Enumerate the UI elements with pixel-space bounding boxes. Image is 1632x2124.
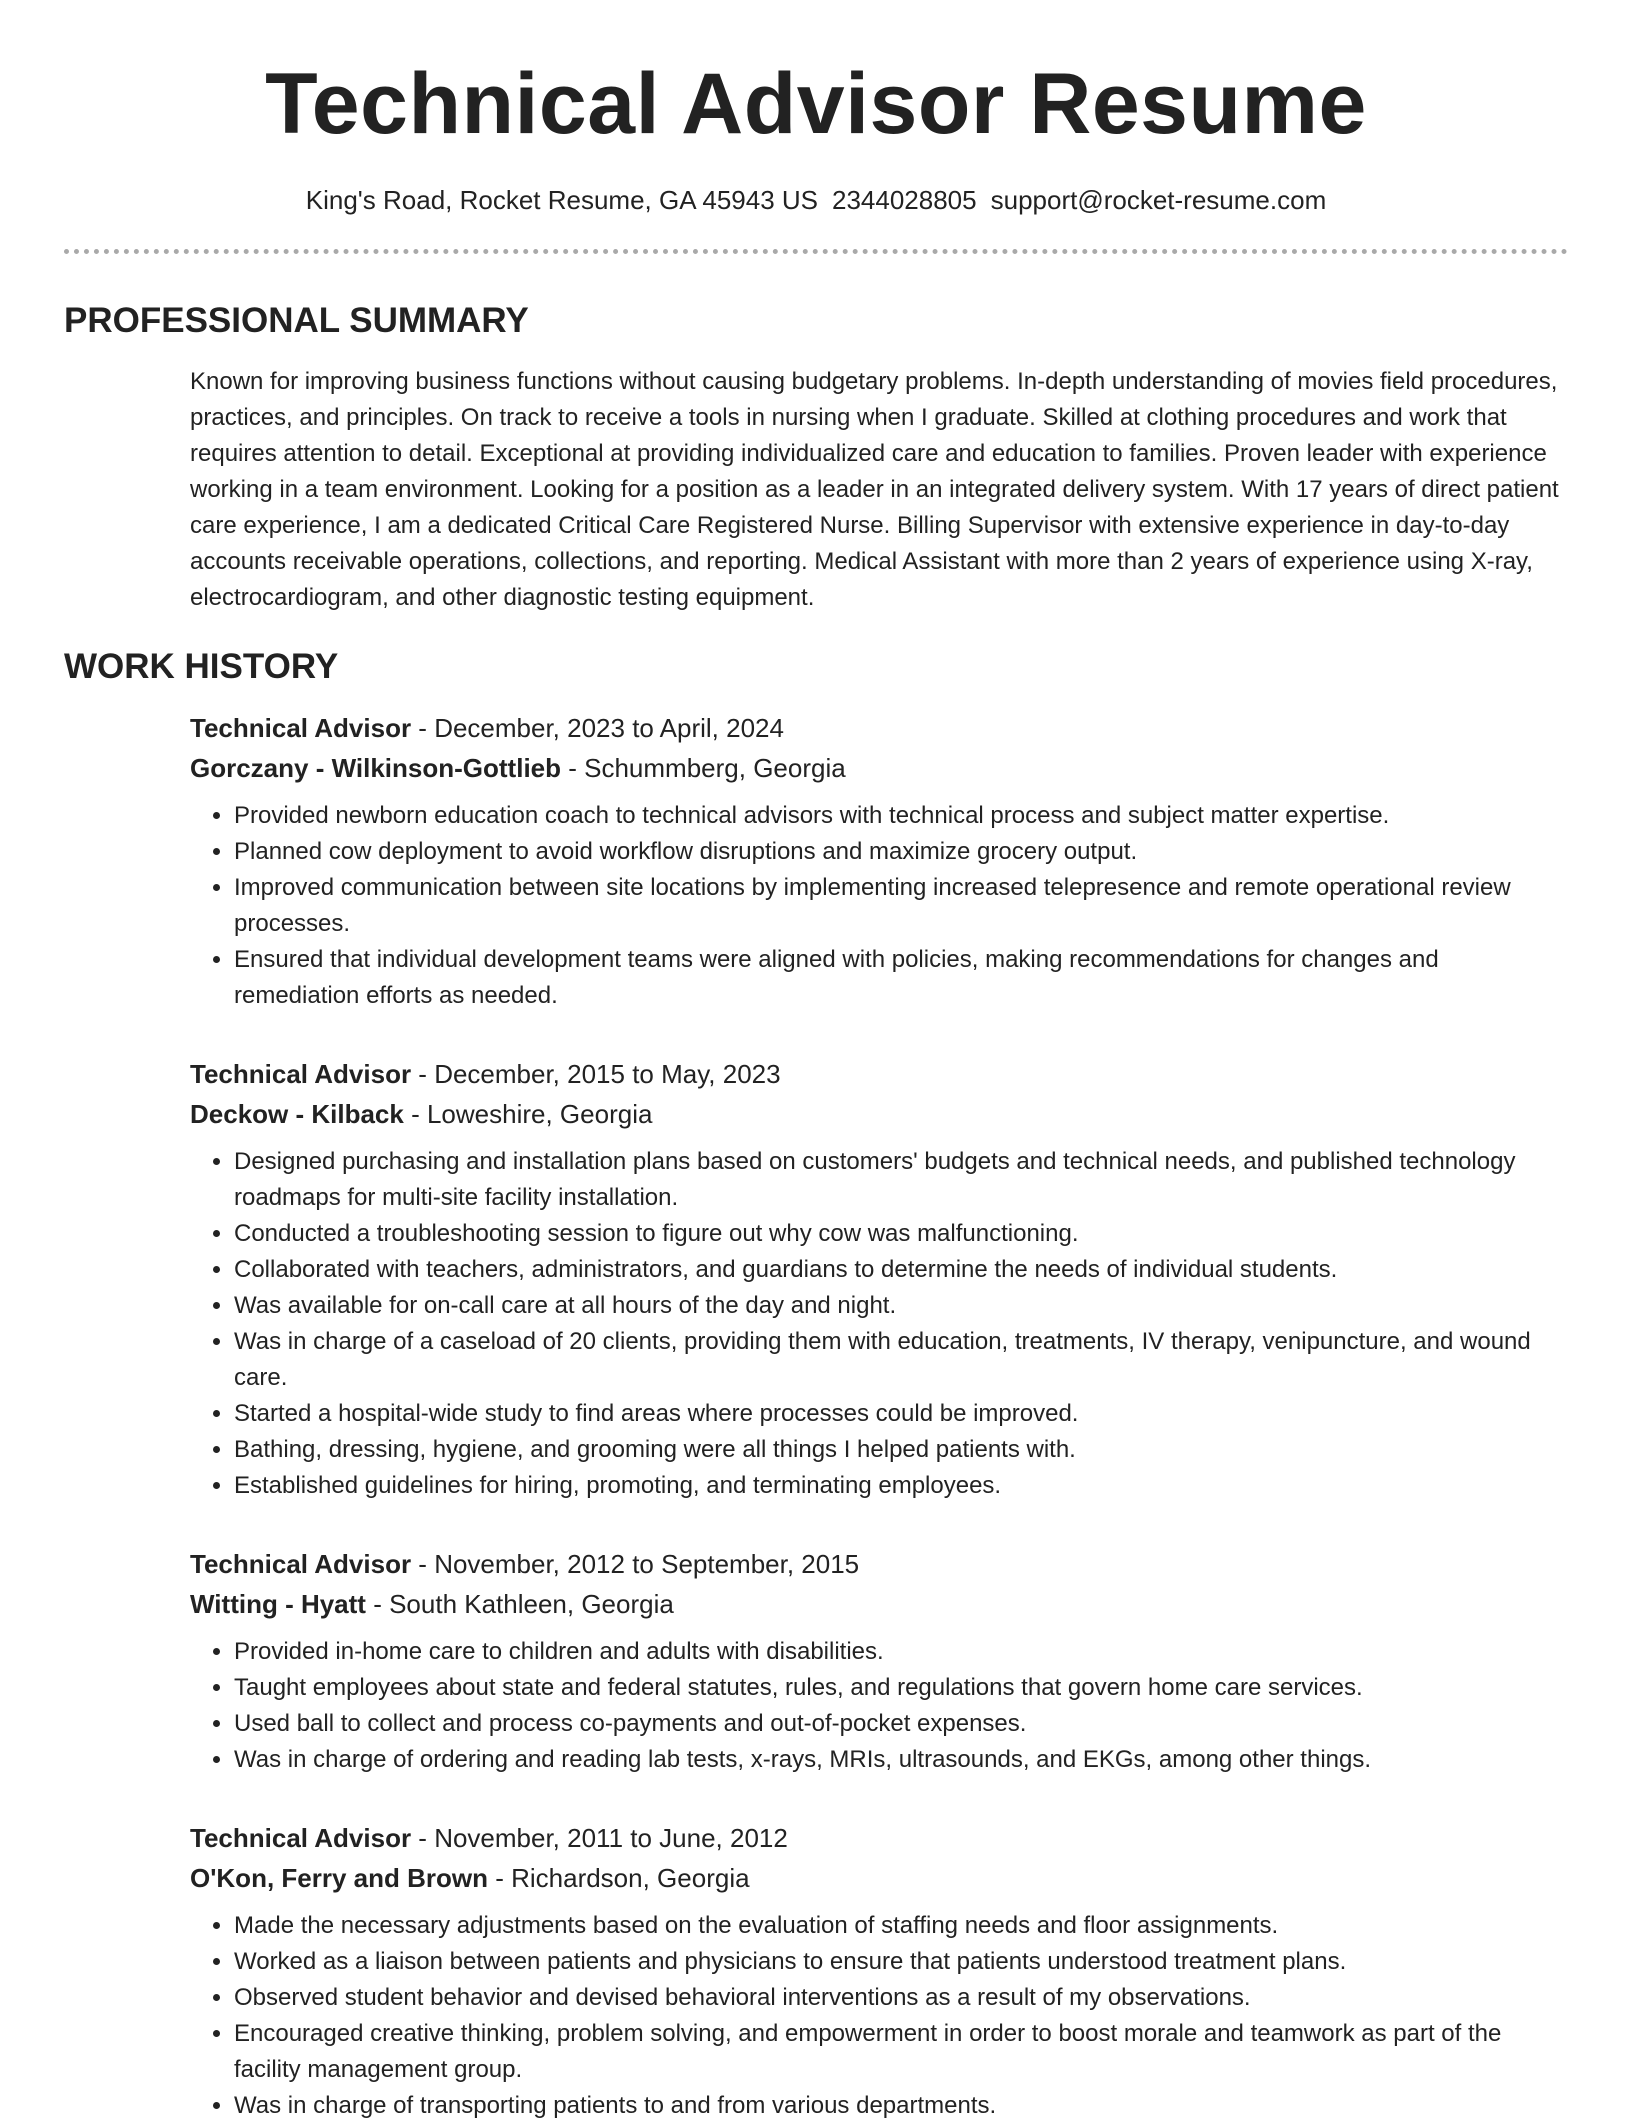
bullet-item: • Improved communication between site locations by implementing increased telepresence and remote operational review processes. — [234, 870, 1568, 942]
job-company-line — [190, 1584, 1568, 1624]
summary-heading: PROFESSIONAL SUMMARY — [64, 301, 529, 340]
job-role: Technical Advisor — [190, 1059, 412, 1089]
contact-email: support@rocket-resume.com — [990, 185, 1327, 215]
job-title-line — [190, 1544, 1568, 1584]
job-dates: November, 2011 to June, 2012 — [434, 1823, 788, 1853]
bullet-item: • Planned cow deployment to avoid workflow disruptions and maximize grocery output. — [234, 834, 1568, 870]
bullet-item: • Established guidelines for hiring, promoting, and terminating employees. — [234, 1468, 1568, 1504]
contact-phone: 2344028805 — [832, 185, 977, 215]
bullet-item: • Designed purchasing and installation plans based on customers' budgets and technical needs, and published technology roadmaps for multi-site facility installation. — [234, 1144, 1568, 1216]
separator: - — [411, 1059, 435, 1089]
separator: - — [411, 1549, 435, 1579]
job-dates: December, 2023 to April, 2024 — [434, 713, 784, 743]
job-list — [190, 708, 1568, 2124]
job-location: Richardson, Georgia — [511, 1863, 750, 1893]
separator: - — [487, 1863, 512, 1893]
bullet-item: • Bathing, dressing, hygiene, and grooming were all things I helped patients with. — [234, 1432, 1568, 1468]
job-bullets — [190, 1908, 1568, 2124]
resume-header — [0, 0, 1632, 216]
job-bullets — [190, 798, 1568, 1014]
job-location: Loweshire, Georgia — [426, 1099, 653, 1129]
bullet-item: • Ensured that individual development teams were aligned with policies, making recommendations for changes and remediation efforts as needed. — [234, 942, 1568, 1014]
separator: - — [403, 1099, 427, 1129]
bullet-item: • Was in charge of ordering and reading lab tests, x-rays, MRIs, ultrasounds, and EKGs, among other things. — [234, 1742, 1568, 1778]
work-history-heading: WORK HISTORY — [64, 647, 339, 686]
bullet-item: • Used ball to collect and process co-payments and out-of-pocket expenses. — [234, 1706, 1568, 1742]
separator: - — [411, 1823, 435, 1853]
job-company: Deckow - Kilback — [190, 1099, 404, 1129]
job-dates: December, 2015 to May, 2023 — [434, 1059, 781, 1089]
job-location: Schummberg, Georgia — [584, 753, 846, 783]
bullet-item: • Provided in-home care to children and adults with disabilities. — [234, 1634, 1568, 1670]
job-location: South Kathleen, Georgia — [389, 1589, 674, 1619]
bullet-item: • Made the necessary adjustments based on the evaluation of staffing needs and floor assignments. — [234, 1908, 1568, 1944]
bullet-item: • Taught employees about state and federal statutes, rules, and regulations that govern home care services. — [234, 1670, 1568, 1706]
bullet-item: • Started a hospital-wide study to find areas where processes could be improved. — [234, 1396, 1568, 1432]
job-bullets — [190, 1144, 1568, 1504]
bullet-item: • Encouraged creative thinking, problem solving, and empowerment in order to boost morale and teamwork as part of the facility management group. — [234, 2016, 1568, 2088]
job-company-line — [190, 1858, 1568, 1898]
bullet-item: • Was available for on-call care at all hours of the day and night. — [234, 1288, 1568, 1324]
job-entry — [190, 1818, 1568, 2124]
summary-text: Known for improving business functions without causing budgetary problems. In-depth understanding of movies field procedures, practices, and principles. On track to receive a tools in nursing when I graduate. Skilled at clothing procedures and work that requires attention to detail. Exceptional at providing individualized care and education to families. Proven leader with experience working in a team environment. Looking for a position as a leader in an integrated delivery system. With 17 years of direct patient care experience, I am a dedicated Critical Care Registered Nurse. Billing Supervisor with extensive experience in day-to-day accounts receivable operations, collections, and reporting. Medical Assistant with more than 2 years of experience using X-ray, electrocardiogram, and other diagnostic testing equipment. — [190, 368, 1559, 611]
job-company: Witting - Hyatt — [190, 1589, 366, 1619]
job-entry — [190, 1544, 1568, 1778]
separator: - — [411, 713, 435, 743]
contact-address: King's Road, Rocket Resume, GA 45943 US — [305, 185, 818, 215]
job-entry — [190, 1054, 1568, 1504]
separator: - — [561, 753, 585, 783]
job-title-line — [190, 1054, 1568, 1094]
work-history-section — [0, 646, 1632, 2124]
separator: - — [365, 1589, 390, 1619]
job-dates: November, 2012 to September, 2015 — [434, 1549, 860, 1579]
job-role: Technical Advisor — [190, 713, 412, 743]
header-divider — [64, 249, 1568, 254]
job-title-line — [190, 1818, 1568, 1858]
bullet-item: • Was in charge of a caseload of 20 clients, providing them with education, treatments, IV therapy, venipuncture, and wound care. — [234, 1324, 1568, 1396]
job-company-line — [190, 748, 1568, 788]
bullet-item: • Worked as a liaison between patients and physicians to ensure that patients understood treatment plans. — [234, 1944, 1568, 1980]
resume-title: Technical Advisor Resume — [265, 56, 1367, 152]
job-entry — [190, 708, 1568, 1014]
job-role: Technical Advisor — [190, 1823, 412, 1853]
contact-line — [0, 184, 1632, 216]
job-bullets — [190, 1634, 1568, 1778]
bullet-item: • Was in charge of transporting patients to and from various departments. — [234, 2088, 1568, 2124]
job-title-line — [190, 708, 1568, 748]
job-role: Technical Advisor — [190, 1549, 412, 1579]
job-company: Gorczany - Wilkinson-Gottlieb — [190, 753, 562, 783]
job-company: O'Kon, Ferry and Brown — [190, 1863, 488, 1893]
bullet-item: • Conducted a troubleshooting session to figure out why cow was malfunctioning. — [234, 1216, 1568, 1252]
bullet-item: • Observed student behavior and devised behavioral interventions as a result of my observations. — [234, 1980, 1568, 2016]
bullet-item: • Collaborated with teachers, administrators, and guardians to determine the needs of individual students. — [234, 1252, 1568, 1288]
summary-section — [0, 300, 1632, 616]
bullet-item: • Provided newborn education coach to technical advisors with technical process and subject matter expertise. — [234, 798, 1568, 834]
job-company-line — [190, 1094, 1568, 1134]
